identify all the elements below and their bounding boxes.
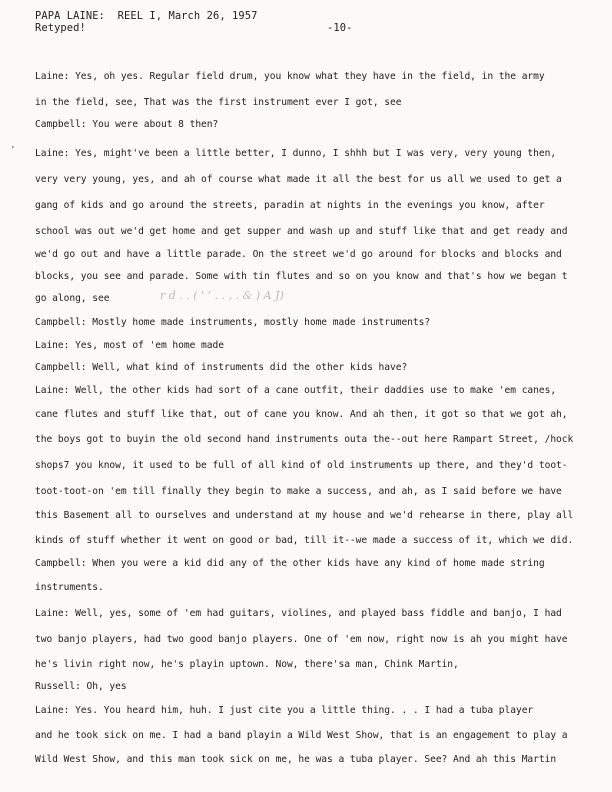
transcript-line: he's livin right now, he's playin uptown. Now, there'sa man, Chink Martin, xyxy=(35,659,459,670)
transcript-line: school was out we'd get home and get supper and wash up and stuff like that and get ready and xyxy=(35,226,568,237)
transcript-line: Campbell: Well, what kind of instruments did the other kids have? xyxy=(35,362,408,373)
header-title: PAPA LAINE: REEL I, March 26, 1957 xyxy=(35,10,258,22)
transcript-line: Laine: Well, yes, some of 'em had guitars, violines, and played bass fiddle and banjo, I had xyxy=(35,608,562,619)
transcript-line: blocks, you see and parade. Some with tin flutes and so on you know and that's how we began t xyxy=(35,271,568,282)
transcript-line: Laine: Yes. You heard him, huh. I just cite you a little thing. . . I had a tuba player xyxy=(35,705,534,716)
transcript-line: the boys got to buyin the old second hand instruments outa the--out here Rampart Street, /hock xyxy=(35,434,574,445)
handwritten-annotation: r d . . ( ' ’ . . , . & ) A J) xyxy=(160,289,284,302)
transcript-line: toot-toot-on 'em till finally they begin to make a success, and ah, as I said before we have xyxy=(35,486,562,497)
transcript-line: very very young, yes, and ah of course what made it all the best for us all we used to get a xyxy=(35,174,562,185)
transcript-line: two banjo players, had two good banjo players. One of 'em now, right now is ah you might have xyxy=(35,634,568,645)
transcript-line: Laine: Yes, might've been a little better, I dunno, I shhh but I was very, very young then, xyxy=(35,148,557,159)
transcript-line: Campbell: When you were a kid did any of the other kids have any kind of home made string xyxy=(35,558,545,569)
transcript-line: Laine: Well, the other kids had sort of a cane outfit, their daddies use to make 'em canes, xyxy=(35,385,557,396)
transcript-line: Laine: Yes, oh yes. Regular field drum, you know what they have in the field, in the army xyxy=(35,71,545,82)
transcript-line: Russell: Oh, yes xyxy=(35,681,127,692)
transcript-line: this Basement all to ourselves and understand at my house and we'd rehearse in there, play all xyxy=(35,510,574,521)
transcript-line: we'd go out and have a little parade. On the street we'd go around for blocks and blocks and xyxy=(35,249,562,260)
transcript-line: and he took sick on me. I had a band playin a Wild West Show, that is an engagement to play a xyxy=(35,730,568,741)
transcript-line: Campbell: Mostly home made instruments, mostly home made instruments? xyxy=(35,317,431,328)
transcript-line: instruments. xyxy=(35,582,104,593)
transcript-line: Wild West Show, and this man took sick on me, he was a tuba player. See? And ah this Martin xyxy=(35,754,557,765)
transcript-line: kinds of stuff whether it went on good or bad, till it--we made a success of it, which we did. xyxy=(35,535,574,546)
transcript-line: Laine: Yes, most of 'em home made xyxy=(35,340,224,351)
transcript-line: shops7 you know, it used to be full of all kind of old instruments up there, and they'd toot- xyxy=(35,460,568,471)
transcript-line: gang of kids and go around the streets, paradin at nights in the evenings you know, after xyxy=(35,200,545,211)
transcript-line: go along, see xyxy=(35,293,110,304)
transcript-line: in the field, see, That was the first instrument ever I got, see xyxy=(35,97,402,108)
transcript-line: cane flutes and stuff like that, out of cane you know. And ah then, it got so that we got ah, xyxy=(35,409,568,420)
page-number: -10- xyxy=(327,22,353,34)
transcript-line: Campbell: You were about 8 then? xyxy=(35,119,219,130)
margin-mark: ’ xyxy=(10,146,16,156)
header-status: Retyped! xyxy=(35,22,86,34)
